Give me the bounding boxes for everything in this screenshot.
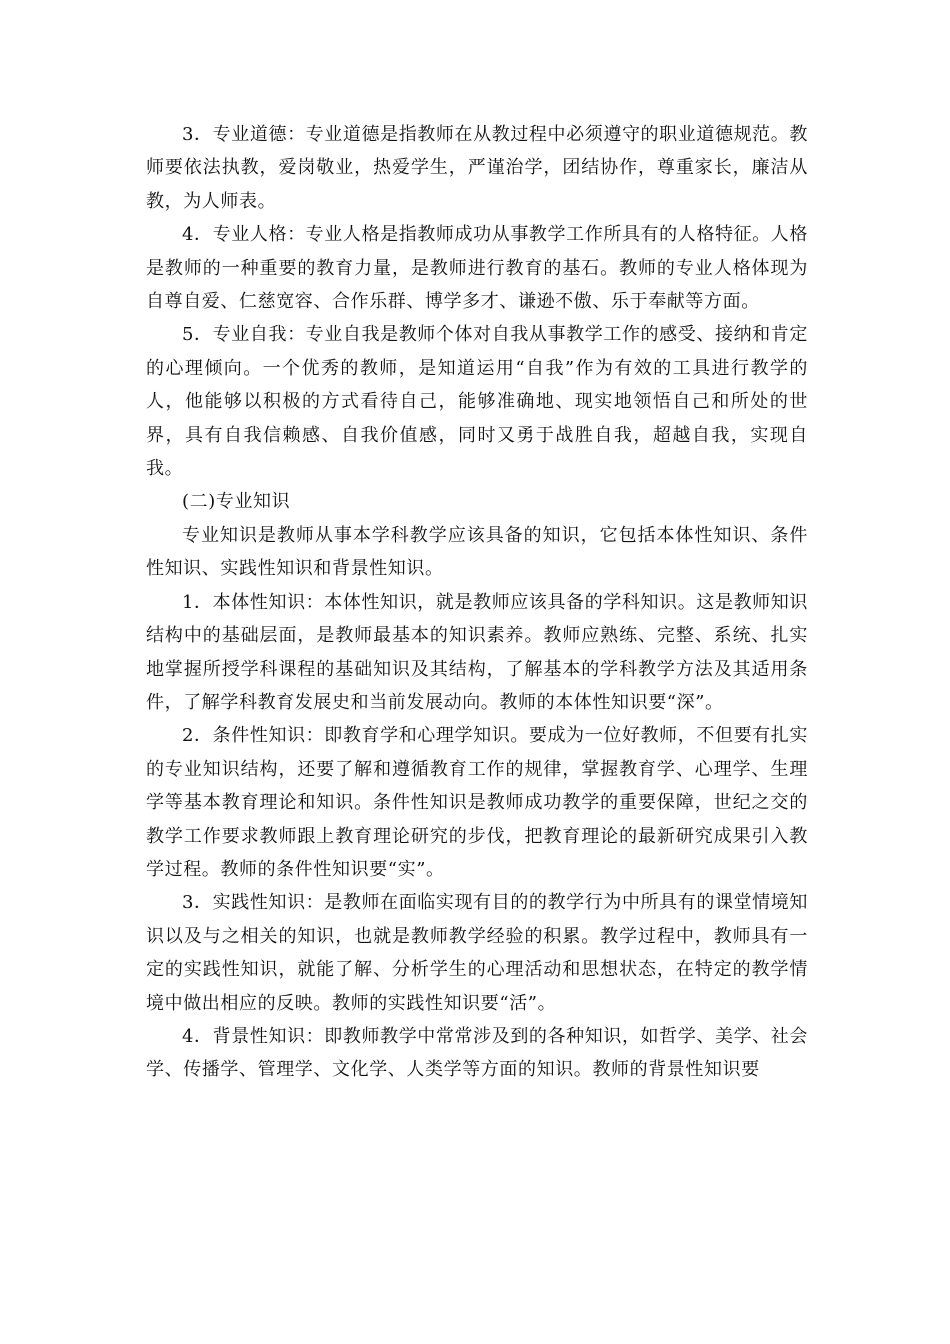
paragraph-professional-self: 5．专业自我：专业自我是教师个体对自我从事教学工作的感受、接纳和肯定的心理倾向。一个优秀的教师，是知道运用“自我”作为有效的工具进行教学的人，他能够以积极的方式看待自己，能够准确地、现实地领悟自己和所处的世界，具有自我信赖感、自我价值感，同时又勇于战胜自我，超越自我，实现自我。 (146, 324, 808, 480)
paragraph-conditional-knowledge: 2．条件性知识：即教育学和心理学知识。要成为一位好教师，不但要有扎实的专业知识结构，还要了解和遵循教育工作的规律，掌握教育学、心理学、生理学等基本教育理论和知识。条件性知识是教师成功教学的重要保障，世纪之交的教学工作要求教师跟上教育理论研究的步伐，把教育理论的最新研究成果引入教学过程。教师的条件性知识要“实”。 (146, 725, 808, 880)
paragraph-professional-ethics: 3．专业道德：专业道德是指教师在从教过程中必须遵守的职业道德规范。教师要依法执教，爱岗敬业，热爱学生，严谨治学，团结协作，尊重家长，廉洁从教，为人师表。 (146, 124, 808, 212)
paragraph-professional-personality: 4．专业人格：专业人格是指教师成功从事教学工作所具有的人格特征。人格是教师的一种重要的教育力量，是教师进行教育的基石。教师的专业人格体现为自尊自爱、仁慈宽容、合作乐群、博学多才、谦逊不傲、乐于奉献等方面。 (146, 224, 808, 313)
paragraph-knowledge-intro: 专业知识是教师从事本学科教学应该具备的知识，它包括本体性知识、条件性知识、实践性知识和背景性知识。 (146, 524, 808, 580)
section-heading-professional-knowledge: (二)专业知识 (182, 491, 291, 513)
paragraph-background-knowledge: 4．背景性知识：即教师教学中常常涉及到的各种知识，如哲学、美学、社会学、传播学、管理学、文化学、人类学等方面的知识。教师的背景性知识要 (146, 1025, 808, 1081)
paragraph-ontological-knowledge: 1．本体性知识：本体性知识，就是教师应该具备的学科知识。这是教师知识结构中的基础层面，是教师最基本的知识素养。教师应熟练、完整、系统、扎实地掌握所授学科课程的基础知识及其结构，了解基本的学科教学方法及其适用条件，了解学科教育发展史和当前发展动向。教师的本体性知识要“深”。 (146, 591, 808, 713)
document-body (146, 118, 808, 1087)
paragraph-practical-knowledge: 3．实践性知识：是教师在面临实现有目的的教学行为中所具有的课堂情境知识以及与之相关的知识，也就是教师教学经验的积累。教学过程中，教师具有一定的实践性知识，就能了解、分析学生的心理活动和思想状态，在特定的教学情境中做出相应的反映。教师的实践性知识要“活”。 (146, 892, 808, 1014)
